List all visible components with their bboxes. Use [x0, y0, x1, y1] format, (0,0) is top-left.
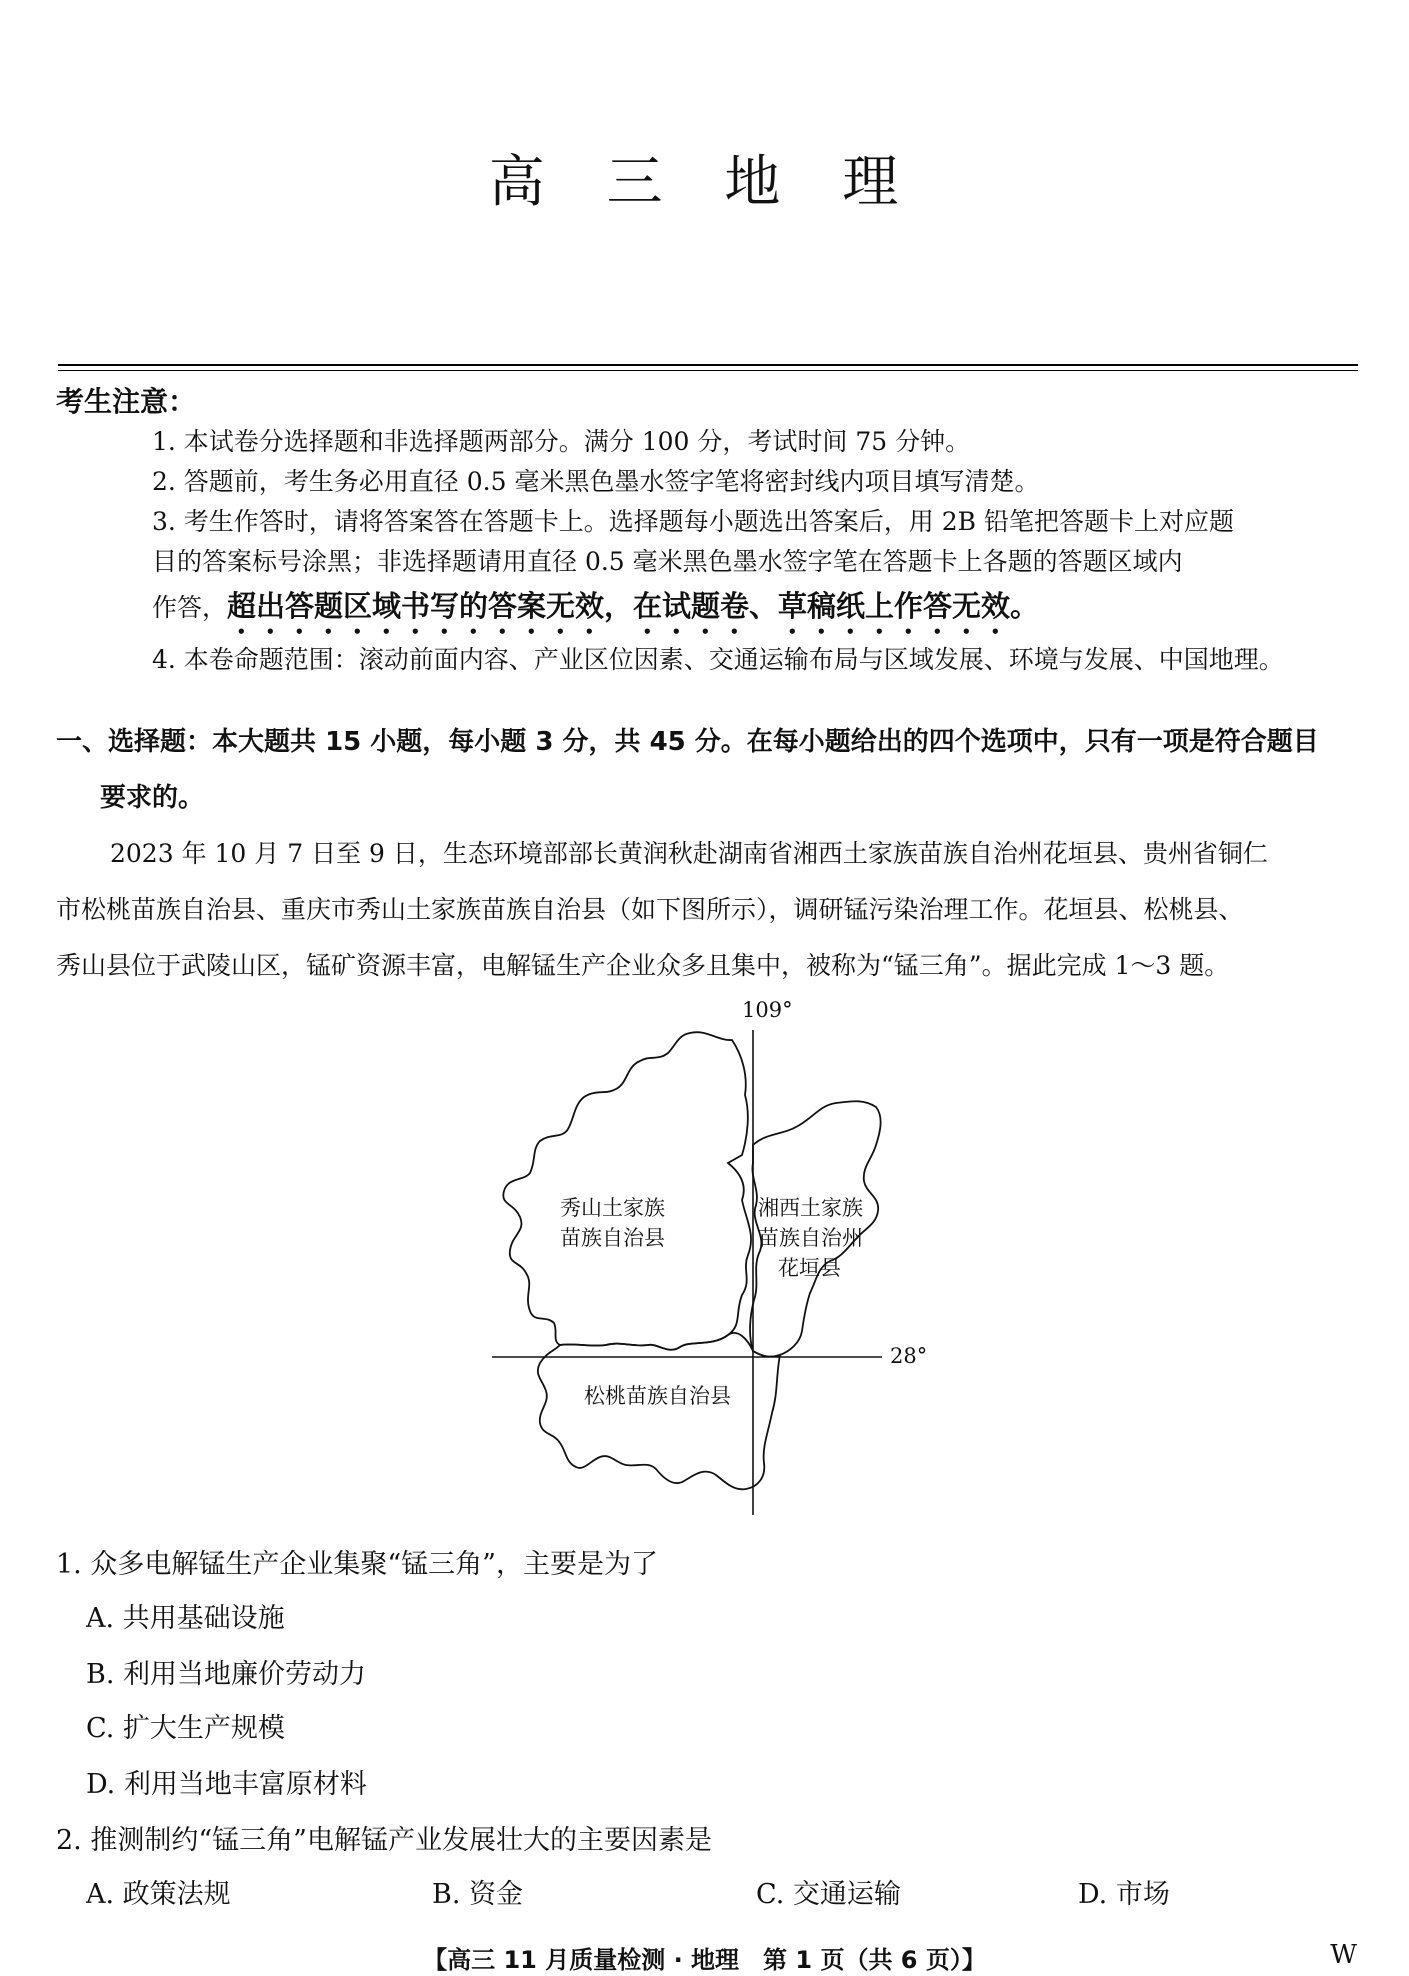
- question-2-option-d: D. 市场: [1078, 1879, 1170, 1910]
- question-2-option-a: A. 政策法规: [86, 1879, 231, 1910]
- question-1-option-d: D. 利用当地丰富原材料: [86, 1769, 367, 1800]
- notice-item-3: 3. 考生作答时，请将答案答在答题卡上。选择题每小题选出答案后，用 2B 铅笔把答题卡上对应题: [152, 507, 1234, 536]
- xiangxi-label-line-2: 苗族自治州: [758, 1226, 863, 1250]
- points-each: 3: [535, 727, 554, 757]
- header-rule-thin: [58, 370, 1358, 371]
- question-1-option-b: B. 利用当地廉价劳动力: [86, 1659, 367, 1690]
- notice-item-3-end: [152, 586, 1039, 641]
- latitude-label: 28°: [890, 1344, 928, 1368]
- section-heading: 一、选择题：本大题共 15 小题，每小题 3 分，共 45 分。在每小题给出的四个选项中，只有一项是符合题目: [56, 727, 1319, 757]
- question-1-stem: 1. 众多电解锰生产企业集聚“锰三角”，主要是为了: [56, 1549, 658, 1580]
- longitude-label: 109°: [742, 998, 793, 1022]
- page-footer: 【高三 11 月质量检测 · 地理 第 1 页（共 6 页）】: [423, 1946, 986, 1974]
- xiangxi-label-line-3: 花垣县: [778, 1256, 841, 1280]
- points-total: 45: [649, 727, 686, 757]
- xiangxi-label-line-1: 湘西土家族: [758, 1196, 863, 1220]
- header-rule-thick: [58, 364, 1358, 366]
- songtao-label: 松桃苗族自治县: [584, 1384, 731, 1408]
- notice-heading: 考生注意：: [56, 385, 197, 418]
- notice-item-2: 2. 答题前，考生务必用直径 0.5 毫米黑色墨水签字笔将密封线内项目填写清楚。: [152, 467, 1040, 496]
- xiushan-label-line-2: 苗族自治县: [560, 1226, 665, 1250]
- passage-line-3: 秀山县位于武陵山区，锰矿资源丰富，电解锰生产企业众多且集中，被称为“锰三角”。据此完成 1～3 题。: [56, 951, 1230, 980]
- question-1-option-c: C. 扩大生产规模: [86, 1713, 285, 1744]
- notice-item-3-cont: 目的答案标号涂黑；非选择题请用直径 0.5 毫米黑色墨水签字笔在答题卡上各题的答题区域内: [152, 547, 1183, 576]
- question-count: 15: [325, 727, 362, 757]
- page-title: 高 三 地 理: [488, 150, 921, 215]
- footer-code: W: [1330, 1940, 1357, 1970]
- manganese-triangle-map: [480, 995, 940, 1515]
- passage-line-2: 市松桃苗族自治县、重庆市秀山土家族苗族自治县（如下图所示），调研锰污染治理工作。花垣县、松桃县、: [56, 895, 1244, 924]
- question-1-option-a: A. 共用基础设施: [86, 1603, 285, 1634]
- notice-item-1: 1. 本试卷分选择题和非选择题两部分。满分 100 分，考试时间 75 分钟。: [152, 427, 971, 456]
- notice-item-4: 4. 本卷命题范围：滚动前面内容、产业区位因素、交通运输布局与区域发展、环境与发展、中国地理。: [152, 645, 1284, 674]
- notice-warning-emphasis: 超出答题区域书写的答案无效，在试题卷、草稿纸上作答无效。: [227, 589, 1040, 623]
- notice-item-3-prefix: 作答，: [152, 593, 228, 622]
- question-2-option-c: C. 交通运输: [756, 1879, 901, 1910]
- section-heading-cont: 要求的。: [100, 783, 205, 813]
- xiushan-county-outline: [503, 1032, 751, 1350]
- question-2-option-b: B. 资金: [432, 1879, 524, 1910]
- passage-line-1: 2023 年 10 月 7 日至 9 日，生态环境部部长黄润秋赴湖南省湘西土家族苗族自治州花垣县、贵州省铜仁: [110, 839, 1268, 868]
- question-2-stem: 2. 推测制约“锰三角”电解锰产业发展壮大的主要因素是: [56, 1825, 712, 1856]
- xiushan-label-line-1: 秀山土家族: [560, 1196, 665, 1220]
